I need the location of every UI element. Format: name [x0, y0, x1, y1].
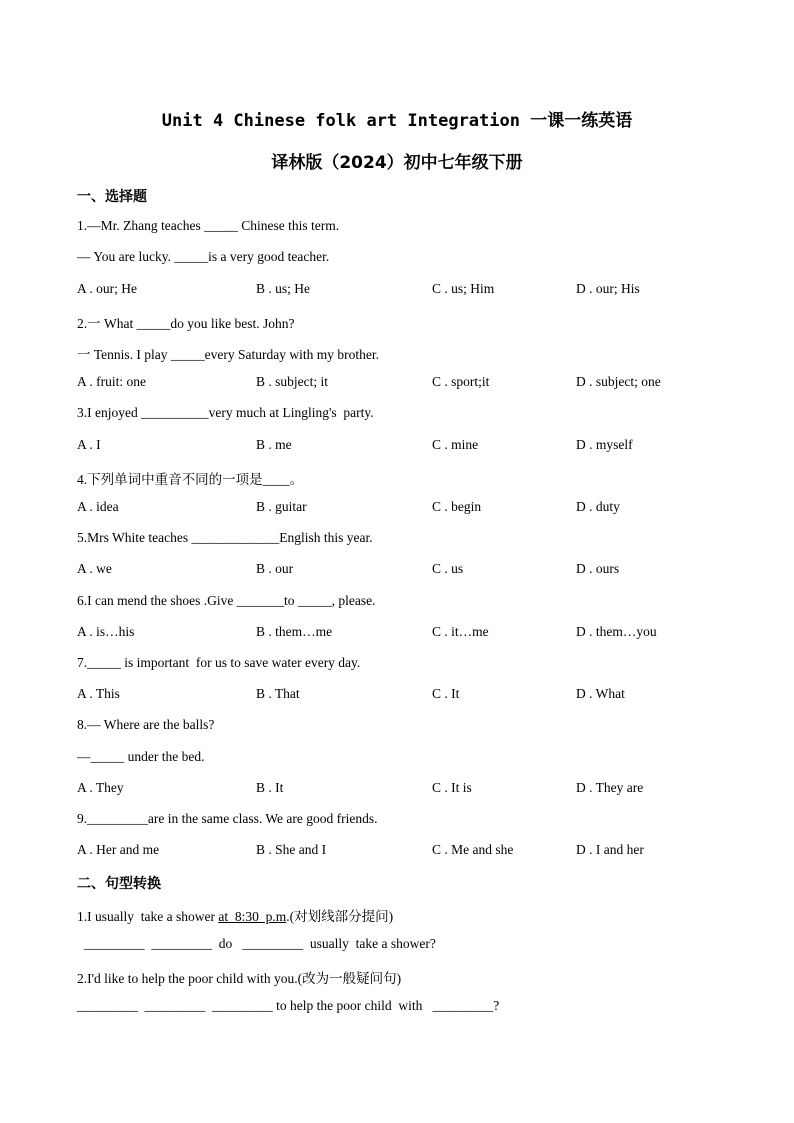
- option-c: C . It: [432, 686, 460, 701]
- question-line: 4.下列单词中重音不同的一项是____。: [77, 472, 304, 487]
- option-b: B . our: [256, 561, 294, 576]
- underlined-part: at 8:30 p.m: [218, 909, 287, 924]
- option-b: B . subject; it: [256, 374, 328, 389]
- document-title: Unit 4 Chinese folk art Integration 一课一练英语: [161, 111, 633, 131]
- option-a: A . I: [77, 437, 101, 452]
- option-c: C . It is: [432, 780, 472, 795]
- option-d: D . them…you: [576, 624, 657, 639]
- option-b: B . That: [256, 686, 300, 701]
- option-b: B . It: [256, 780, 284, 795]
- option-a: A . Her and me: [77, 842, 160, 857]
- option-d: D . duty: [576, 499, 620, 514]
- option-d: D . They are: [576, 780, 644, 795]
- option-a: A . is…his: [77, 624, 135, 639]
- option-c: C . us: [432, 561, 464, 576]
- option-a: A . our; He: [77, 281, 137, 296]
- question-line: —_____ under the bed.: [77, 749, 205, 764]
- section-heading-transform: 二、句型转换: [77, 876, 161, 892]
- question-line: 3.I enjoyed __________very much at Lingling's party.: [77, 405, 374, 420]
- option-b: B . guitar: [256, 499, 307, 514]
- question-line: 9._________are in the same class. We are good friends.: [77, 811, 378, 826]
- answer-blank-line: _________ _________ do _________ usually take a shower?: [77, 936, 436, 951]
- option-a: A . fruit: one: [77, 374, 146, 389]
- option-d: D . ours: [576, 561, 620, 576]
- question-line: 8.— Where are the balls?: [77, 717, 215, 732]
- option-c: C . begin: [432, 499, 482, 514]
- document-subtitle: 译林版（2024）初中七年级下册: [271, 153, 523, 173]
- question-line: — You are lucky. _____is a very good teacher.: [77, 249, 330, 264]
- option-d: D . I and her: [576, 842, 644, 857]
- question-line: 5.Mrs White teaches _____________English this year.: [77, 530, 373, 545]
- option-c: C . it…me: [432, 624, 489, 639]
- option-a: A . They: [77, 780, 124, 795]
- question-line: [77, 905, 393, 925]
- question-instruction: .(对划线部分提问): [286, 909, 394, 924]
- question-line: 6.I can mend the shoes .Give _______to _____, please.: [77, 593, 376, 608]
- option-d: D . myself: [576, 437, 633, 452]
- question-line: 1.—Mr. Zhang teaches _____ Chinese this term.: [77, 218, 340, 233]
- option-d: D . our; His: [576, 281, 640, 296]
- question-line: 7._____ is important for us to save water every day.: [77, 655, 361, 670]
- option-c: C . sport;it: [432, 374, 490, 389]
- question-line: 2.I'd like to help the poor child with you.(改为一般疑问句): [77, 971, 402, 986]
- option-d: D . What: [576, 686, 625, 701]
- option-b: B . us; He: [256, 281, 310, 296]
- option-c: C . mine: [432, 437, 479, 452]
- option-a: A . we: [77, 561, 112, 576]
- option-b: B . me: [256, 437, 292, 452]
- option-c: C . us; Him: [432, 281, 495, 296]
- option-c: C . Me and she: [432, 842, 514, 857]
- question-text: 1.I usually take a shower: [77, 909, 219, 924]
- answer-blank-line: _________ _________ _________ to help the poor child with _________?: [77, 998, 500, 1013]
- question-line: 2.一 What _____do you like best. John?: [77, 316, 295, 331]
- question-line: 一 Tennis. I play _____every Saturday with my brother.: [77, 347, 379, 362]
- section-heading-choice: 一、选择题: [77, 189, 147, 205]
- option-b: B . them…me: [256, 624, 333, 639]
- option-a: A . This: [77, 686, 120, 701]
- option-a: A . idea: [77, 499, 119, 514]
- option-d: D . subject; one: [576, 374, 661, 389]
- option-b: B . She and I: [256, 842, 327, 857]
